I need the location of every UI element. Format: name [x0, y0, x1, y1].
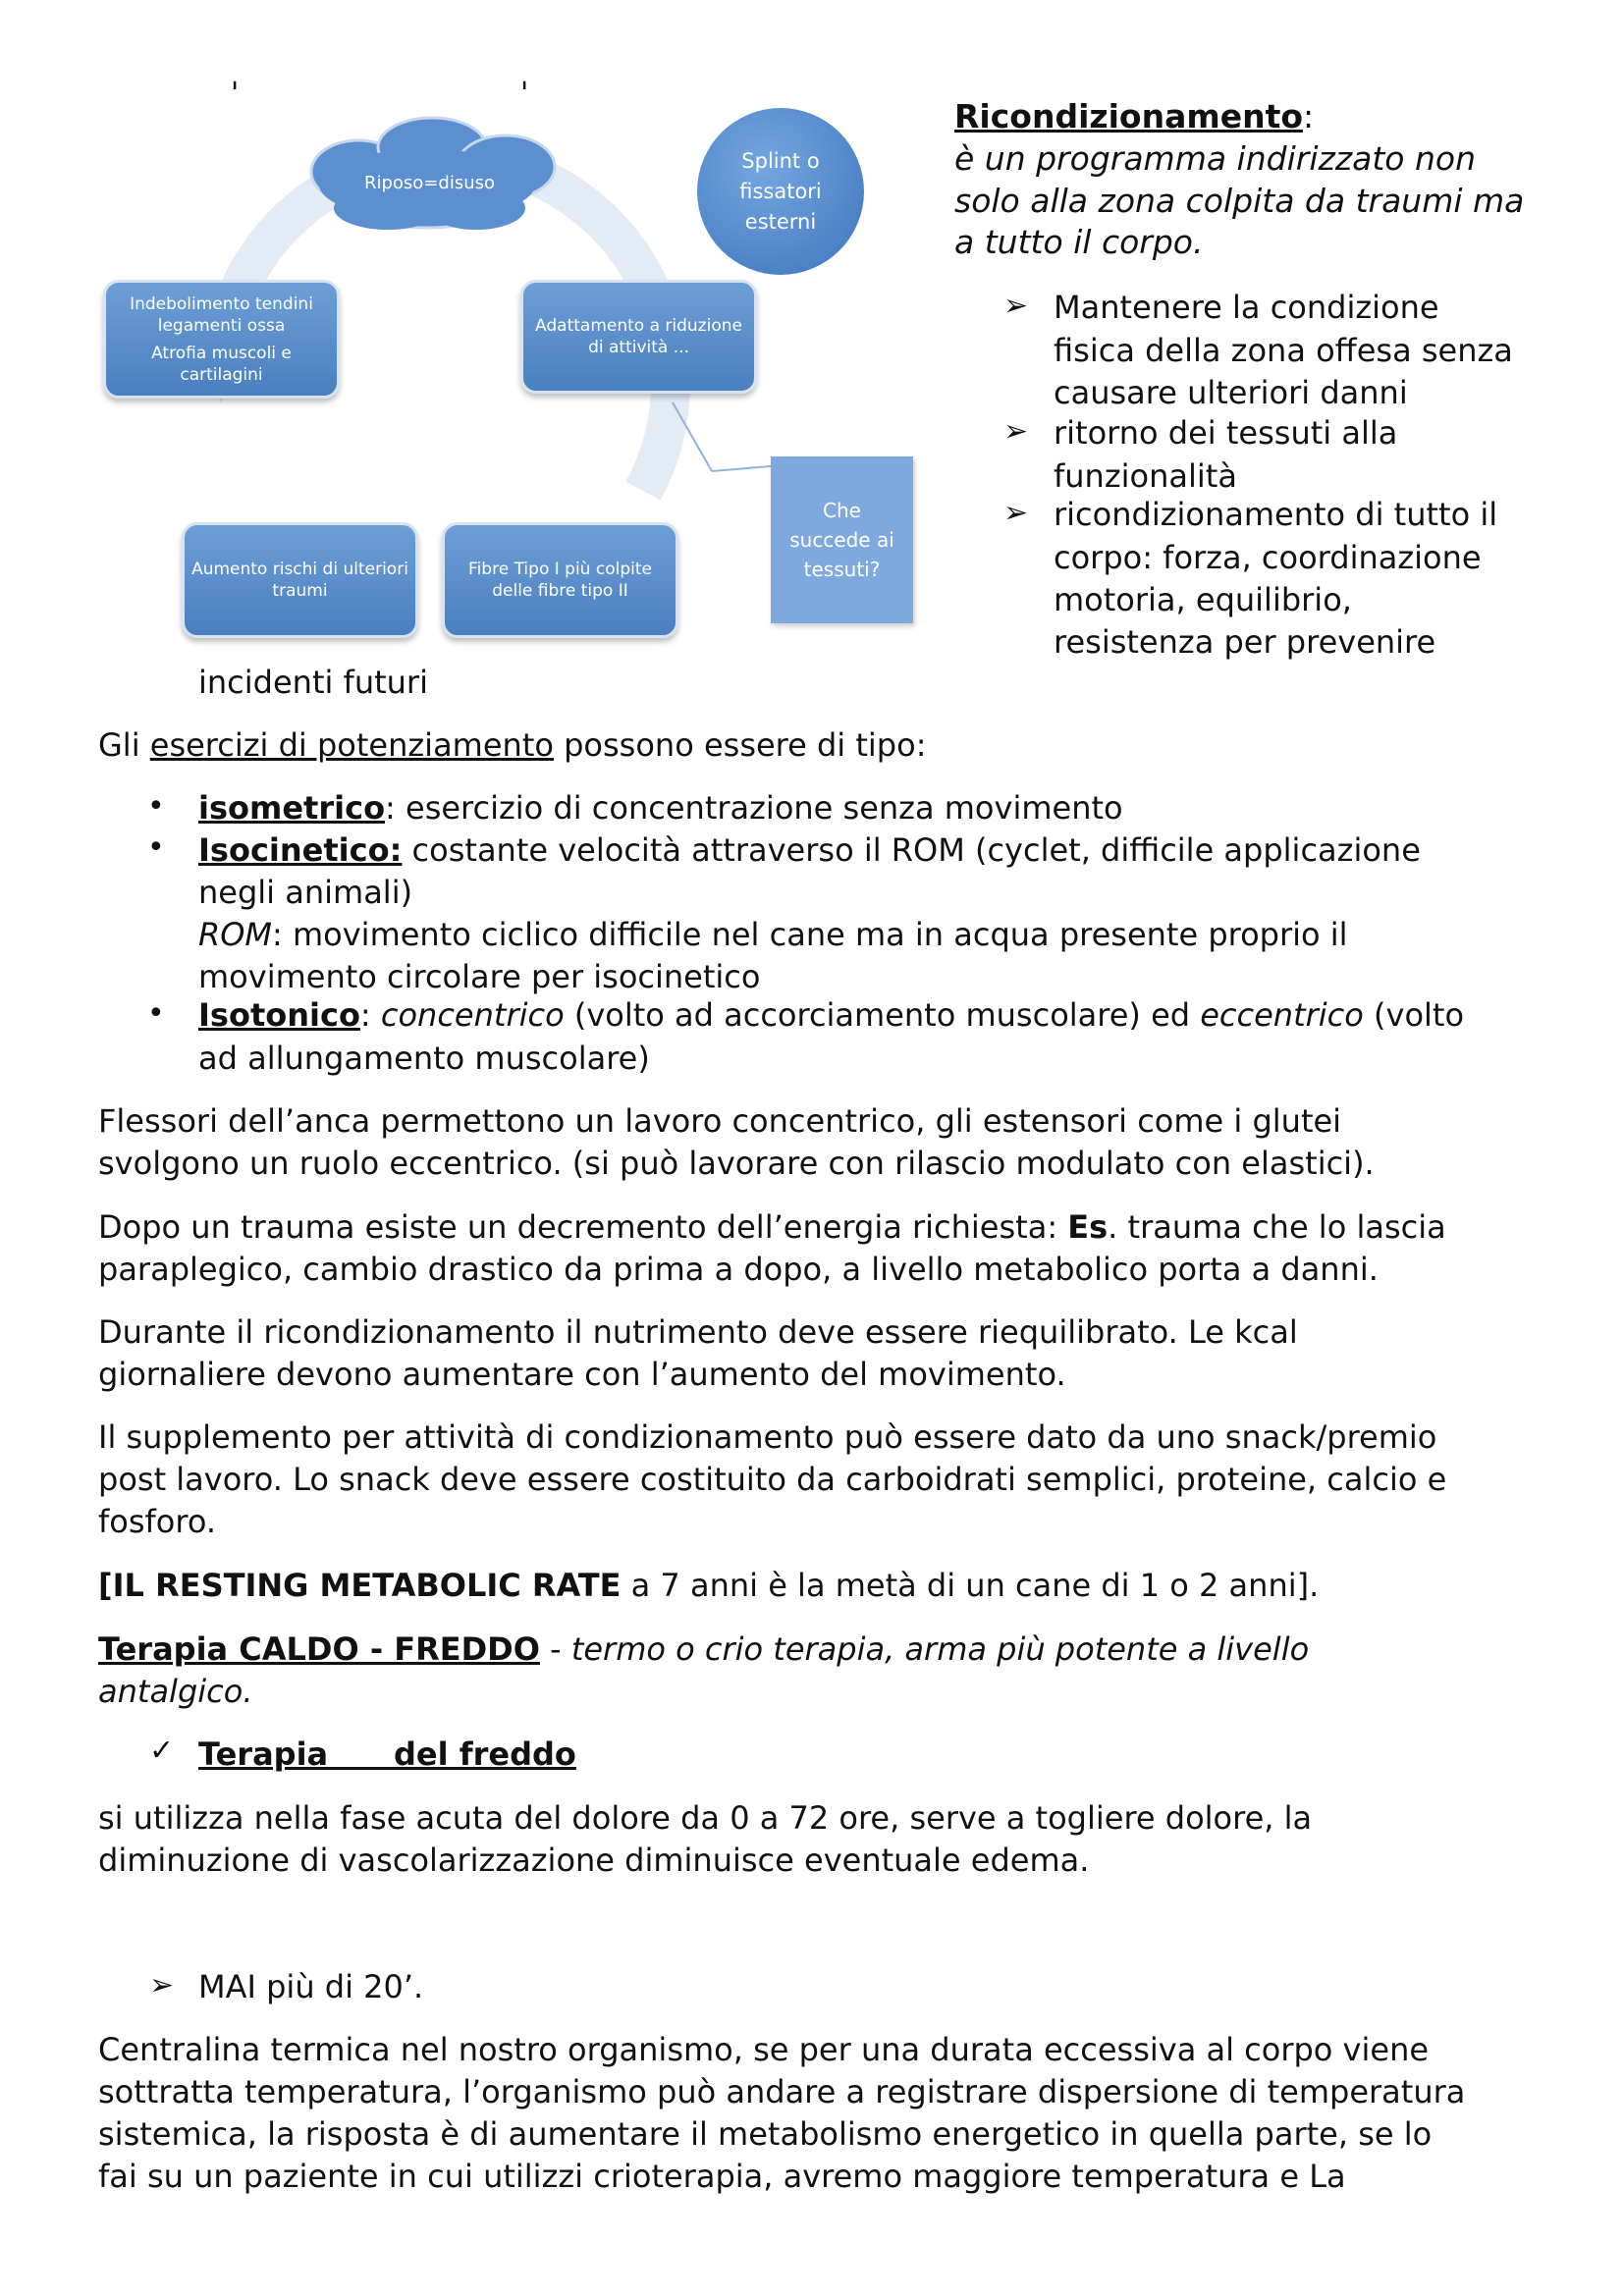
recond-item-3-line: resistenza per prevenire — [1054, 623, 1436, 661]
terapia-line-1 — [98, 1629, 1551, 1671]
text-segment: Dopo un trauma esiste un decremento dell’energia richiesta: — [98, 1208, 1068, 1246]
square-line: tessuti? — [803, 558, 881, 581]
box-fibre — [442, 522, 678, 638]
text-segment: Gli — [98, 726, 150, 764]
box-line: Atrofia muscoli e — [151, 343, 292, 363]
dopo-line-1 — [98, 1206, 1551, 1249]
isotonico-title: Isotonico — [198, 996, 360, 1034]
circle-splint — [697, 108, 864, 275]
cycle-diagram — [93, 79, 938, 667]
box-line: Fibre Tipo I più colpite — [468, 560, 652, 579]
recond-heading — [954, 96, 1314, 137]
centralina-line-1: Centralina termica nel nostro organismo, se per una durata eccessiva al corpo viene — [98, 2031, 1430, 2068]
box-line: legamenti ossa — [157, 315, 286, 336]
text-segment: : — [359, 996, 381, 1034]
box-line: delle fibre tipo II — [492, 581, 628, 601]
recond-line: a tutto il corpo. — [954, 223, 1204, 261]
centralina-line-3: sistemica, la risposta è di aumentare il metabolismo energetico in quella parte, se lo — [98, 2115, 1433, 2153]
recond-line: solo alla zona colpita da traumi ma — [954, 182, 1525, 220]
arrow-bullet-icon: ➢ — [1003, 289, 1029, 323]
box-line: traumi — [272, 581, 328, 601]
supplemento-line-1: Il supplemento per attività di condizionamento può essere dato da uno snack/premio — [98, 1418, 1437, 1456]
rom-line-2: movimento circolare per isocinetico — [198, 958, 761, 995]
arrow-bullet-icon: ➢ — [1003, 496, 1029, 530]
centralina-line-4: fai su un paziente in cui utilizzi crioterapia, avremo maggiore temperatura e La — [98, 2158, 1346, 2195]
mai-line: MAI più di 20’. — [198, 1968, 424, 2005]
durante-line-2: giornaliere devono aumentare con l’aumento del movimento. — [98, 1356, 1066, 1393]
flessori-line-1: Flessori dell’anca permettono un lavoro concentrico, gli estensori come i glutei — [98, 1102, 1342, 1140]
isometrico-title: isometrico — [198, 789, 386, 827]
text-segment: - — [539, 1630, 571, 1668]
isocinetico-title: Isocinetico: — [198, 831, 403, 869]
square-line: Che — [823, 499, 861, 522]
circle-line: esterni — [744, 209, 817, 234]
centralina-line-2: sottratta temperatura, l’organismo può andare a registrare dispersione di temperatura — [98, 2073, 1466, 2110]
stray-mark-1: ' — [231, 77, 240, 111]
box-adattamento — [520, 280, 757, 394]
check-icon: ✓ — [149, 1734, 175, 1768]
supplemento-line-3: fosforo. — [98, 1503, 216, 1540]
square-che-succede — [771, 456, 913, 623]
recond-item-3-line: corpo: forza, coordinazione — [1054, 539, 1482, 576]
square-line: succede ai — [789, 528, 894, 552]
text-segment: a 7 anni è la metà di un cane di 1 o 2 anni]. — [621, 1567, 1320, 1604]
dopo-line-2: paraplegico, cambio drastico da prima a dopo, a livello metabolico porta a danni. — [98, 1251, 1379, 1288]
text-segment: : esercizio di concentrazione senza movimento — [385, 789, 1123, 827]
isometrico-item — [198, 787, 1623, 829]
text-segment: . trauma che lo lascia — [1108, 1208, 1446, 1246]
box-line: Indebolimento tendini — [130, 294, 313, 314]
recond-tail: incidenti futuri — [198, 664, 428, 701]
text-segment: possono essere di tipo: — [553, 726, 927, 764]
box-aumento-rischi — [182, 522, 418, 638]
isocinetico-item — [198, 829, 1623, 872]
text-segment: eccentrico — [1200, 996, 1364, 1034]
dot-bullet-icon: • — [147, 789, 165, 824]
durante-line-1: Durante il ricondizionamento il nutrimento deve essere riequilibrato. Le kcal — [98, 1313, 1298, 1351]
recond-item-1-line: Mantenere la condizione — [1054, 289, 1439, 326]
text-segment: termo o crio terapia, arma più potente a livello — [570, 1630, 1310, 1668]
box-line: di attività ... — [588, 338, 689, 357]
recond-item-1-line: fisica della zona offesa senza — [1054, 332, 1513, 369]
arrow-bullet-icon: ➢ — [149, 1968, 175, 2002]
recond-title: Ricondizionamento — [954, 97, 1304, 135]
esercizi-intro — [98, 724, 1551, 767]
text-segment: : movimento ciclico difficile nel cane ma in acqua presente proprio il — [272, 916, 1348, 953]
freddo-line-1: si utilizza nella fase acuta del dolore da 0 a 72 ore, serve a togliere dolore, la — [98, 1799, 1313, 1837]
flessori-line-2: svolgono un ruolo eccentrico. (si può lavorare con rilascio modulato con elastici). — [98, 1145, 1375, 1182]
isocinetico-line-2: negli animali) — [198, 874, 413, 911]
es-bold: Es — [1067, 1208, 1109, 1246]
box-line: Adattamento a riduzione — [535, 316, 742, 336]
cloud-label: Riposo=disuso — [363, 173, 496, 193]
recond-item-3-line: motoria, equilibrio, — [1054, 581, 1352, 618]
text-segment: concentrico — [380, 996, 565, 1034]
recond-item-3-line: ricondizionamento di tutto il — [1054, 496, 1498, 533]
box-line: Aumento rischi di ulteriori — [191, 560, 408, 579]
freddo-line-2: diminuzione di vascolarizzazione diminuisce eventuale edema. — [98, 1842, 1090, 1879]
rmr-line — [98, 1565, 1551, 1607]
freddo-title: Terapia del freddo — [198, 1735, 576, 1773]
circle-line: fissatori — [739, 179, 822, 203]
rmr-bold: [IL RESTING METABOLIC RATE — [98, 1567, 622, 1604]
stray-mark-2: ' — [520, 77, 529, 111]
isotonico-item — [198, 994, 1623, 1037]
text-segment: (volto ad accorciamento muscolare) ed — [564, 996, 1201, 1034]
rom-line — [198, 914, 1623, 956]
recond-item-1-line: causare ulteriori danni — [1054, 374, 1408, 411]
text-segment: costante velocità attraverso il ROM (cyclet, difficile applicazione — [402, 831, 1421, 869]
arrow-bullet-icon: ➢ — [1003, 414, 1029, 449]
recond-line: è un programma indirizzato non — [954, 139, 1476, 178]
rom-title: ROM — [198, 916, 273, 953]
isotonico-line-2: ad allungamento muscolare) — [198, 1040, 650, 1077]
recond-item-2-line: ritorno dei tessuti alla — [1054, 414, 1398, 452]
terapia-title: Terapia CALDO - FREDDO — [98, 1630, 540, 1668]
supplemento-line-2: post lavoro. Lo snack deve essere costituito da carboidrati semplici, proteine, calcio e — [98, 1461, 1447, 1498]
dot-bullet-icon: • — [147, 996, 165, 1031]
recond-item-2-line: funzionalità — [1054, 457, 1237, 495]
circle-line: Splint o — [741, 148, 820, 173]
box-indebolimento — [103, 280, 340, 399]
text-segment: (volto — [1363, 996, 1465, 1034]
esercizi-underlined: esercizi di potenziamento — [149, 726, 554, 764]
recond-colon: : — [1303, 97, 1315, 135]
box-line: cartilagini — [180, 364, 263, 385]
terapia-line-2: antalgico. — [98, 1673, 253, 1710]
dot-bullet-icon: • — [147, 830, 165, 865]
